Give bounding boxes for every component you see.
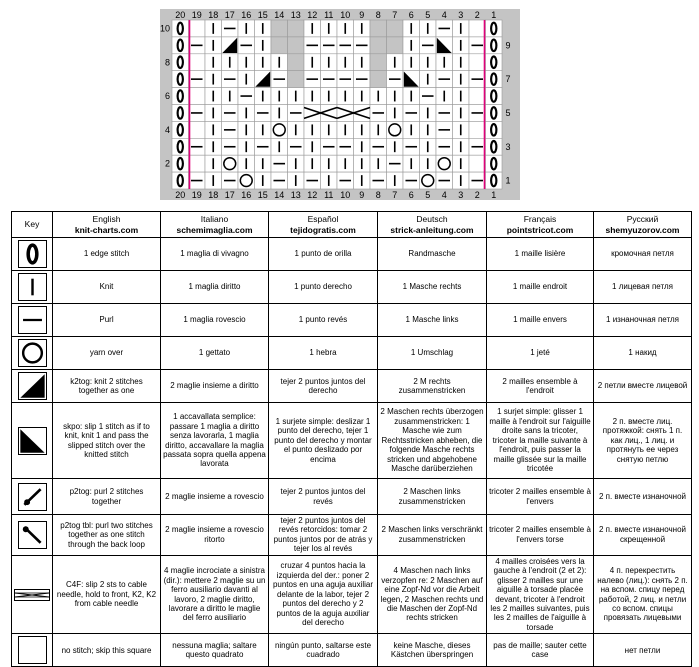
chart-cell <box>469 54 486 71</box>
table-row <box>12 555 692 634</box>
table-row <box>12 479 692 515</box>
chart-cell <box>288 71 305 88</box>
row-label-left: 2 <box>164 158 170 169</box>
key-ru-cell: 2 п. вместе изнаночной скрещенной <box>594 515 692 556</box>
column-label-bottom: 12 <box>307 190 318 200</box>
key-fr-cell: 1 maille lisière <box>487 238 594 271</box>
chart-grid <box>160 9 520 200</box>
key-it-cell: 2 maglie insieme a diritto <box>161 370 269 403</box>
column-label-top: 7 <box>392 10 398 20</box>
key-de-cell: 1 Masche rechts <box>378 271 487 304</box>
column-label-top: 9 <box>359 10 365 20</box>
chart-cell <box>189 121 206 138</box>
key-es-cell: tejer 2 puntos juntos del revés retorcidos: tomar 2 puntos juntos por de atrás y tejer los al revés <box>269 515 378 556</box>
key-it-cell: 1 maglia di vivagno <box>161 238 269 271</box>
column-label-top: 1 <box>491 10 497 20</box>
key-es-cell: ningún punto, saltarse este cuadrado <box>269 634 378 667</box>
purl-icon <box>18 306 47 334</box>
key-it-cell: 2 maglie insieme a rovescio ritorto <box>161 515 269 556</box>
column-label-top: 19 <box>191 10 202 20</box>
column-label-top: 2 <box>474 10 480 20</box>
key-ru-cell: 2 п. вместе изнаночной <box>594 479 692 515</box>
chart-cell <box>469 88 486 105</box>
key-de-cell: 2 Maschen links zusammenstricken <box>378 479 487 515</box>
key-fr-cell: 2 mailles ensemble à l'endroit <box>487 370 594 403</box>
key-en-cell: Purl <box>53 304 161 337</box>
chart-cell <box>288 37 305 54</box>
row-label-right: 1 <box>505 175 511 186</box>
key-fr-cell: 1 surjet simple: glisser 1 maille à l'endroit sur l'aiguille droite sans la tricoter, tricoter la maille suivante à l'endroit, puis passer la maille glissée sur la maille tricotée <box>487 403 594 479</box>
key-fr-cell: tricoter 2 mailles ensemble à l'envers torse <box>487 515 594 556</box>
key-en-cell: no stitch; skip this square <box>53 634 161 667</box>
header-italiano: Italiano schemimaglia.com <box>161 212 269 238</box>
key-es-cell: 1 punto derecho <box>269 271 378 304</box>
column-label-bottom: 14 <box>274 190 285 200</box>
key-es-cell: 1 punto de orilla <box>269 238 378 271</box>
chart-cell <box>370 71 387 88</box>
key-de-cell: 2 Maschen links verschränkt zusammenstricken <box>378 515 487 556</box>
key-fr-cell: 1 maille endroit <box>487 271 594 304</box>
table-row <box>12 403 692 479</box>
key-es-cell: cruzar 4 puntos hacia la izquierda del der.: poner 2 puntos en una aguja auxiliar delante de la labor, tejer 2 puntos del derecho y 2 puntos de la aguja auxiliar del derecho <box>269 555 378 634</box>
table-row <box>12 304 692 337</box>
header-francais-site: pointstricot.com <box>506 224 574 235</box>
key-symbol-cell <box>12 479 53 515</box>
row-label-left: 8 <box>164 57 170 68</box>
key-it-cell: 4 maglie incrociate a sinistra (dir.): mettere 2 maglie su un ferro ausiliario davanti al lavoro, 2 maglie diritto, lavorare a diritto le maglie del ferro ausiliario <box>161 555 269 634</box>
table-row <box>12 370 692 403</box>
key-it-cell: 1 gettato <box>161 337 269 370</box>
key-fr-cell: tricoter 2 mailles ensemble à l'envers <box>487 479 594 515</box>
column-label-top: 8 <box>375 10 381 20</box>
column-label-bottom: 15 <box>257 190 268 200</box>
header-deutsch: Deutsch strick-anleitung.com <box>378 212 487 238</box>
knitting-chart <box>160 9 520 200</box>
column-label-top: 6 <box>408 10 414 20</box>
column-label-bottom: 9 <box>359 190 365 200</box>
row-label-left: 6 <box>164 91 170 102</box>
key-symbol-cell <box>12 337 53 370</box>
key-de-cell: 1 Umschlag <box>378 337 487 370</box>
chart-cell <box>288 20 305 37</box>
key-es-cell: 1 hebra <box>269 337 378 370</box>
key-ru-cell: 2 петли вместе лицевой <box>594 370 692 403</box>
row-label-right: 9 <box>505 40 511 51</box>
key-ru-cell: 1 накид <box>594 337 692 370</box>
key-en-cell: C4F: slip 2 sts to cable needle, hold to front, K2, K2 from cable needle <box>53 555 161 634</box>
column-label-bottom: 20 <box>175 190 186 200</box>
header-russian: Русский shemyuzorov.com <box>594 212 692 238</box>
key-de-cell: 4 Maschen nach links verzopfen re: 2 Maschen auf eine Zopf-Nd vor die Arbeit legen, 2 Maschen rechts und die Maschen der Zopf-Nd rechts stricken <box>378 555 487 634</box>
chart-cell <box>370 54 387 71</box>
column-label-top: 16 <box>241 10 252 20</box>
column-label-top: 14 <box>274 10 285 20</box>
key-en-cell: yarn over <box>53 337 161 370</box>
column-label-top: 17 <box>224 10 235 20</box>
header-francais: Français pointstricot.com <box>487 212 594 238</box>
key-de-cell: 2 M rechts zusammenstricken <box>378 370 487 403</box>
key-it-cell: 2 maglie insieme a rovescio <box>161 479 269 515</box>
key-symbol-cell <box>12 515 53 556</box>
key-en-cell: p2tog tbl: purl two stitches together as one stitch through the back loop <box>53 515 161 556</box>
header-key: Key <box>12 212 53 238</box>
key-es-cell: tejer 2 puntos juntos del derecho <box>269 370 378 403</box>
key-de-cell: 2 Maschen rechts überzogen zusammenstricken: 1 Masche wie zum Rechtsstricken abheben, die folgende Masche rechts stricken und abgehobene Masche darüberziehen <box>378 403 487 479</box>
header-espanol: Español tejidogratis.com <box>269 212 378 238</box>
row-label-left: 4 <box>164 124 170 135</box>
chart-cell <box>387 37 404 54</box>
key-it-cell: 1 maglia diritto <box>161 271 269 304</box>
chart-cell <box>370 20 387 37</box>
key-ru-cell: 1 изнаночная петля <box>594 304 692 337</box>
header-english-site: knit-charts.com <box>74 224 139 235</box>
chart-cell <box>271 37 288 54</box>
column-label-top: 13 <box>290 10 301 20</box>
column-label-top: 3 <box>458 10 464 20</box>
key-symbol-cell <box>12 634 53 667</box>
column-label-bottom: 17 <box>224 190 235 200</box>
column-label-top: 18 <box>208 10 219 20</box>
column-label-top: 4 <box>441 10 447 20</box>
key-ru-cell: нет петли <box>594 634 692 667</box>
column-label-bottom: 11 <box>324 190 334 200</box>
column-label-bottom: 7 <box>392 190 398 200</box>
column-label-bottom: 3 <box>458 190 464 200</box>
key-symbol-cell <box>12 403 53 479</box>
key-fr-cell: 4 mailles croisées vers la gauche à l'endroit (2 et 2): glisser 2 mailles sur une aiguille à torsade placée devant, tricoter à l'endroit les 2 mailles suivantes, puis les 2 mailles de l'aiguille à torsade <box>487 555 594 634</box>
column-label-top: 5 <box>425 10 431 20</box>
column-label-bottom: 10 <box>340 190 351 200</box>
key-ru-cell: 2 п. вместе лиц. протяжкой: снять 1 п. как лиц., 1 лиц. и протянуть ее через снятую петлю <box>594 403 692 479</box>
p2tog-tbl-icon <box>18 521 47 549</box>
key-ru-cell: кромочная петля <box>594 238 692 271</box>
column-label-bottom: 13 <box>290 190 301 200</box>
column-label-top: 12 <box>307 10 318 20</box>
table-header-row <box>12 212 692 238</box>
k2tog-icon <box>18 372 47 400</box>
no-stitch-icon <box>18 636 47 664</box>
chart-cell <box>469 121 486 138</box>
column-label-bottom: 5 <box>425 190 431 200</box>
key-en-cell: Knit <box>53 271 161 304</box>
row-label-right: 3 <box>505 141 511 152</box>
chart-cell <box>469 155 486 172</box>
key-fr-cell: pas de maille; sauter cette case <box>487 634 594 667</box>
key-it-cell: 1 maglia rovescio <box>161 304 269 337</box>
c4f-cable-icon <box>14 589 50 601</box>
key-en-cell: k2tog: knit 2 stitches together as one <box>53 370 161 403</box>
column-label-bottom: 19 <box>191 190 202 200</box>
key-symbol-cell <box>12 238 53 271</box>
key-ru-cell: 4 п. перекрестить налево (лиц.): снять 2 п. на вспом. спицу перед работой, 2 лиц. и петли со вспом. спицы провязать лицевыми <box>594 555 692 634</box>
header-espanol-site: tejidogratis.com <box>290 224 356 235</box>
key-de-cell: keine Masche, dieses Kästchen überspringen <box>378 634 487 667</box>
key-en-cell: p2tog: purl 2 stitches together <box>53 479 161 515</box>
key-es-cell: tejer 2 puntos juntos del revés <box>269 479 378 515</box>
header-russian-site: shemyuzorov.com <box>605 224 680 235</box>
table-row <box>12 238 692 271</box>
knit-icon <box>18 273 47 301</box>
chart-cell <box>370 37 387 54</box>
chart-cell <box>189 20 206 37</box>
key-es-cell: 1 punto revés <box>269 304 378 337</box>
key-en-cell: skpo: slip 1 stitch as if to knit, knit 1 and pass the slipped stitch over the knitted stitch <box>53 403 161 479</box>
key-en-cell: 1 edge stitch <box>53 238 161 271</box>
table-row <box>12 515 692 556</box>
table-row <box>12 271 692 304</box>
row-label-right: 7 <box>505 74 511 85</box>
column-label-top: 20 <box>175 10 186 20</box>
table-row <box>12 634 692 667</box>
key-symbol-cell <box>12 271 53 304</box>
row-label-right: 5 <box>505 107 511 118</box>
p2tog-icon <box>18 483 47 511</box>
key-de-cell: Randmasche <box>378 238 487 271</box>
column-label-top: 10 <box>340 10 351 20</box>
header-english: English knit-charts.com <box>53 212 161 238</box>
column-label-bottom: 6 <box>408 190 414 200</box>
column-label-bottom: 16 <box>241 190 252 200</box>
row-label-left: 10 <box>159 23 170 34</box>
chart-cell <box>387 20 404 37</box>
column-label-bottom: 4 <box>441 190 447 200</box>
chart-cell <box>469 20 486 37</box>
column-label-top: 11 <box>324 10 334 20</box>
key-symbol-cell <box>12 304 53 337</box>
header-deutsch-site: strick-anleitung.com <box>390 224 474 235</box>
key-it-cell: 1 accavallata semplice: passare 1 maglia a diritto senza lavorarla, 1 maglia diritto, accavallare la maglia passata sopra quella appena lavorata <box>161 403 269 479</box>
chart-cell <box>288 54 305 71</box>
column-label-top: 15 <box>257 10 268 20</box>
column-label-bottom: 18 <box>208 190 219 200</box>
edge-stitch-icon <box>18 240 47 268</box>
key-fr-cell: 1 maille envers <box>487 304 594 337</box>
chart-cell <box>271 20 288 37</box>
yarn-over-icon <box>18 339 47 367</box>
chart-cell <box>189 155 206 172</box>
key-symbol-cell <box>12 370 53 403</box>
column-label-bottom: 1 <box>491 190 497 200</box>
key-fr-cell: 1 jeté <box>487 337 594 370</box>
key-it-cell: nessuna maglia; saltare questo quadrato <box>161 634 269 667</box>
key-es-cell: 1 surjete simple: deslizar 1 punto del derecho, tejer 1 punto del derecho y montar el punto deslizado por encima <box>269 403 378 479</box>
key-symbol-cell <box>12 555 53 634</box>
key-de-cell: 1 Masche links <box>378 304 487 337</box>
chart-cell <box>189 88 206 105</box>
table-row <box>12 337 692 370</box>
key-ru-cell: 1 лицевая петля <box>594 271 692 304</box>
key-table <box>11 211 692 667</box>
column-label-bottom: 2 <box>474 190 480 200</box>
chart-cell <box>189 54 206 71</box>
column-label-bottom: 8 <box>375 190 381 200</box>
header-italiano-site: schemimaglia.com <box>176 224 253 235</box>
skpo-icon <box>18 427 47 455</box>
